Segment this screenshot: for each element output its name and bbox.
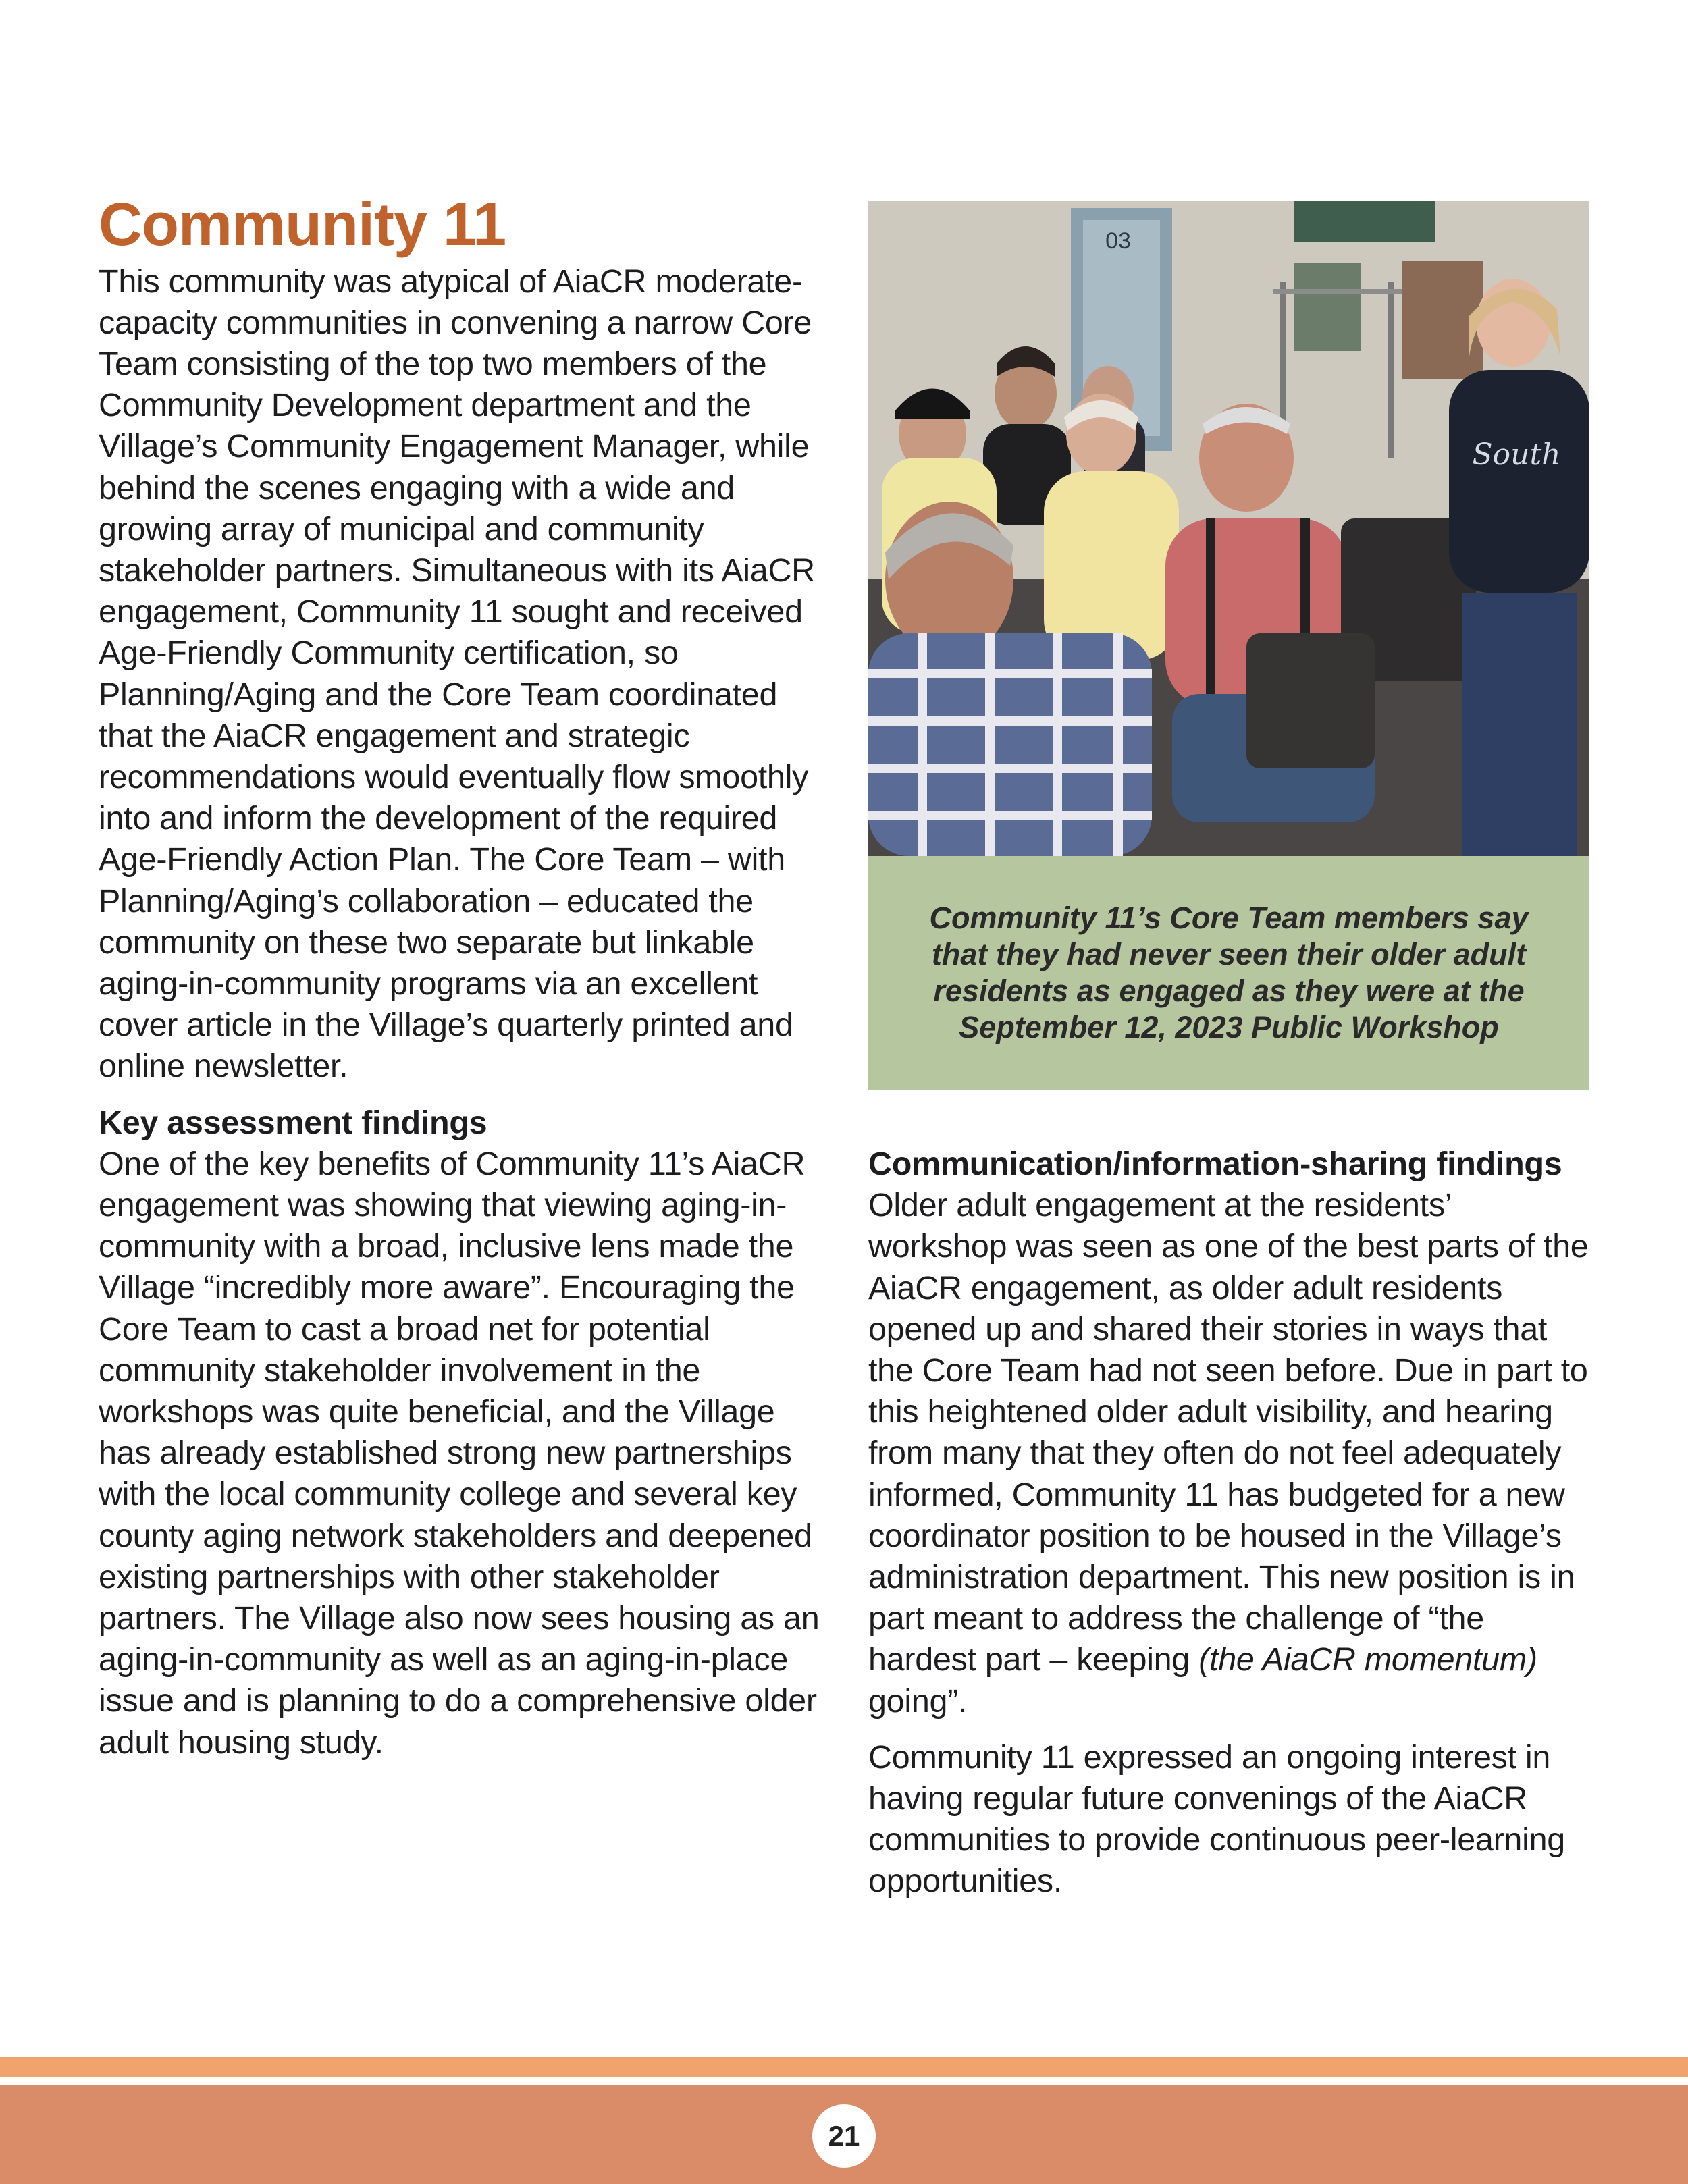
- communication-paragraph-1-end: going”.: [868, 1682, 968, 1720]
- footer-stripe: [0, 2057, 1688, 2077]
- communication-paragraph-1-text: Older adult engagement at the residents’ workshop was seen as one of the best parts of the AiaCR engagement, as older adult residents opened up and shared their stories in ways that the Core Team had not seen before. Due in part to this heightened older adult visibility, and hearing from many that they often do not feel adequately informed, Community 11 has budgeted for a new coordinator position to be housed in the Village’s administration department. This new position is in part meant to address the challenge of “the hardest part – keeping: [868, 1187, 1589, 1678]
- communication-section: [868, 1144, 1589, 1902]
- communication-paragraph-2: Community 11 expressed an ongoing interest in having regular future convenings of the AiaCR communities to provide continuous peer-learning opportunities.: [868, 1738, 1565, 1900]
- photo-wall-picture-2: [1294, 263, 1361, 351]
- workshop-photo-illustration: [868, 201, 1589, 856]
- key-findings-paragraph: One of the key benefits of Community 11’s AiaCR engagement was showing that viewing aging-in-community with a broad, inclusive lens made the Village “incredibly more aware”. Encouraging the Core Team to cast a broad net for potential community stakeholder involvement in the workshops was quite beneficial, and the Village has already established strong new partnerships with the local community college and several key county aging network stakeholders and deepened existing partnerships with other stakeholder partners. The Village also now sees housing as an aging-in-community as well as an aging-in-place issue and is planning to do a comprehensive older adult housing study.: [99, 1145, 820, 1761]
- photo-person-yellow-woman-jacket: [1044, 471, 1179, 660]
- page-title: Community 11: [99, 191, 506, 259]
- communication-paragraph-1-italic: (the AiaCR momentum): [1198, 1641, 1537, 1678]
- workshop-photo: [868, 201, 1589, 856]
- door-number: 03: [1105, 228, 1131, 254]
- photo-coat-rack-bar: [1273, 289, 1402, 294]
- photo-shirt-text: South: [1472, 437, 1561, 472]
- left-column: [99, 193, 828, 1763]
- photo-caption-box: [868, 856, 1589, 1090]
- photo-suspender-left: [1206, 518, 1215, 694]
- photo-person-standing-woman-jeans: [1462, 593, 1577, 856]
- photo-wall-picture-1: [1294, 201, 1435, 242]
- page-number-badge: 21: [812, 2104, 876, 2168]
- photo-person-plaid-man-shirt: [868, 633, 1152, 856]
- communication-heading: Communication/information-sharing findings: [868, 1146, 1562, 1182]
- photo-chair-2: [1246, 633, 1375, 768]
- photo-caption: Community 11’s Core Team members say that they had never seen their older adult residents as engaged as they were at the September 12, 2023 Public Workshop: [929, 901, 1529, 1044]
- photo-person-standing-woman-sweatshirt: [1449, 370, 1589, 593]
- photo-coat-rack-right: [1388, 282, 1394, 458]
- communication-paragraph-1: [868, 1185, 1589, 1722]
- right-column: [868, 201, 1589, 1902]
- key-findings-heading: Key assessment findings: [99, 1104, 487, 1141]
- intro-paragraph: This community was atypical of AiaCR moderate-capacity communities in convening a narrow Core Team consisting of the top two members of the Community Development department and the Village’s Community Engagement Manager, while behind the scenes engaging with a wide and growing array of municipal and community stakeholder partners. Simultaneous with its AiaCR engagement, Community 11 sought and received Age-Friendly Community certification, so Planning/Aging and the Core Team coordinated that the AiaCR engagement and strategic recommendations would eventually flow smoothly into and inform the development of the required Age-Friendly Action Plan. The Core Team – with Planning/Aging’s collaboration – educated the community on these two separate but linkable aging-in-community programs via an excellent cover article in the Village’s quarterly printed and online newsletter.: [99, 263, 815, 1085]
